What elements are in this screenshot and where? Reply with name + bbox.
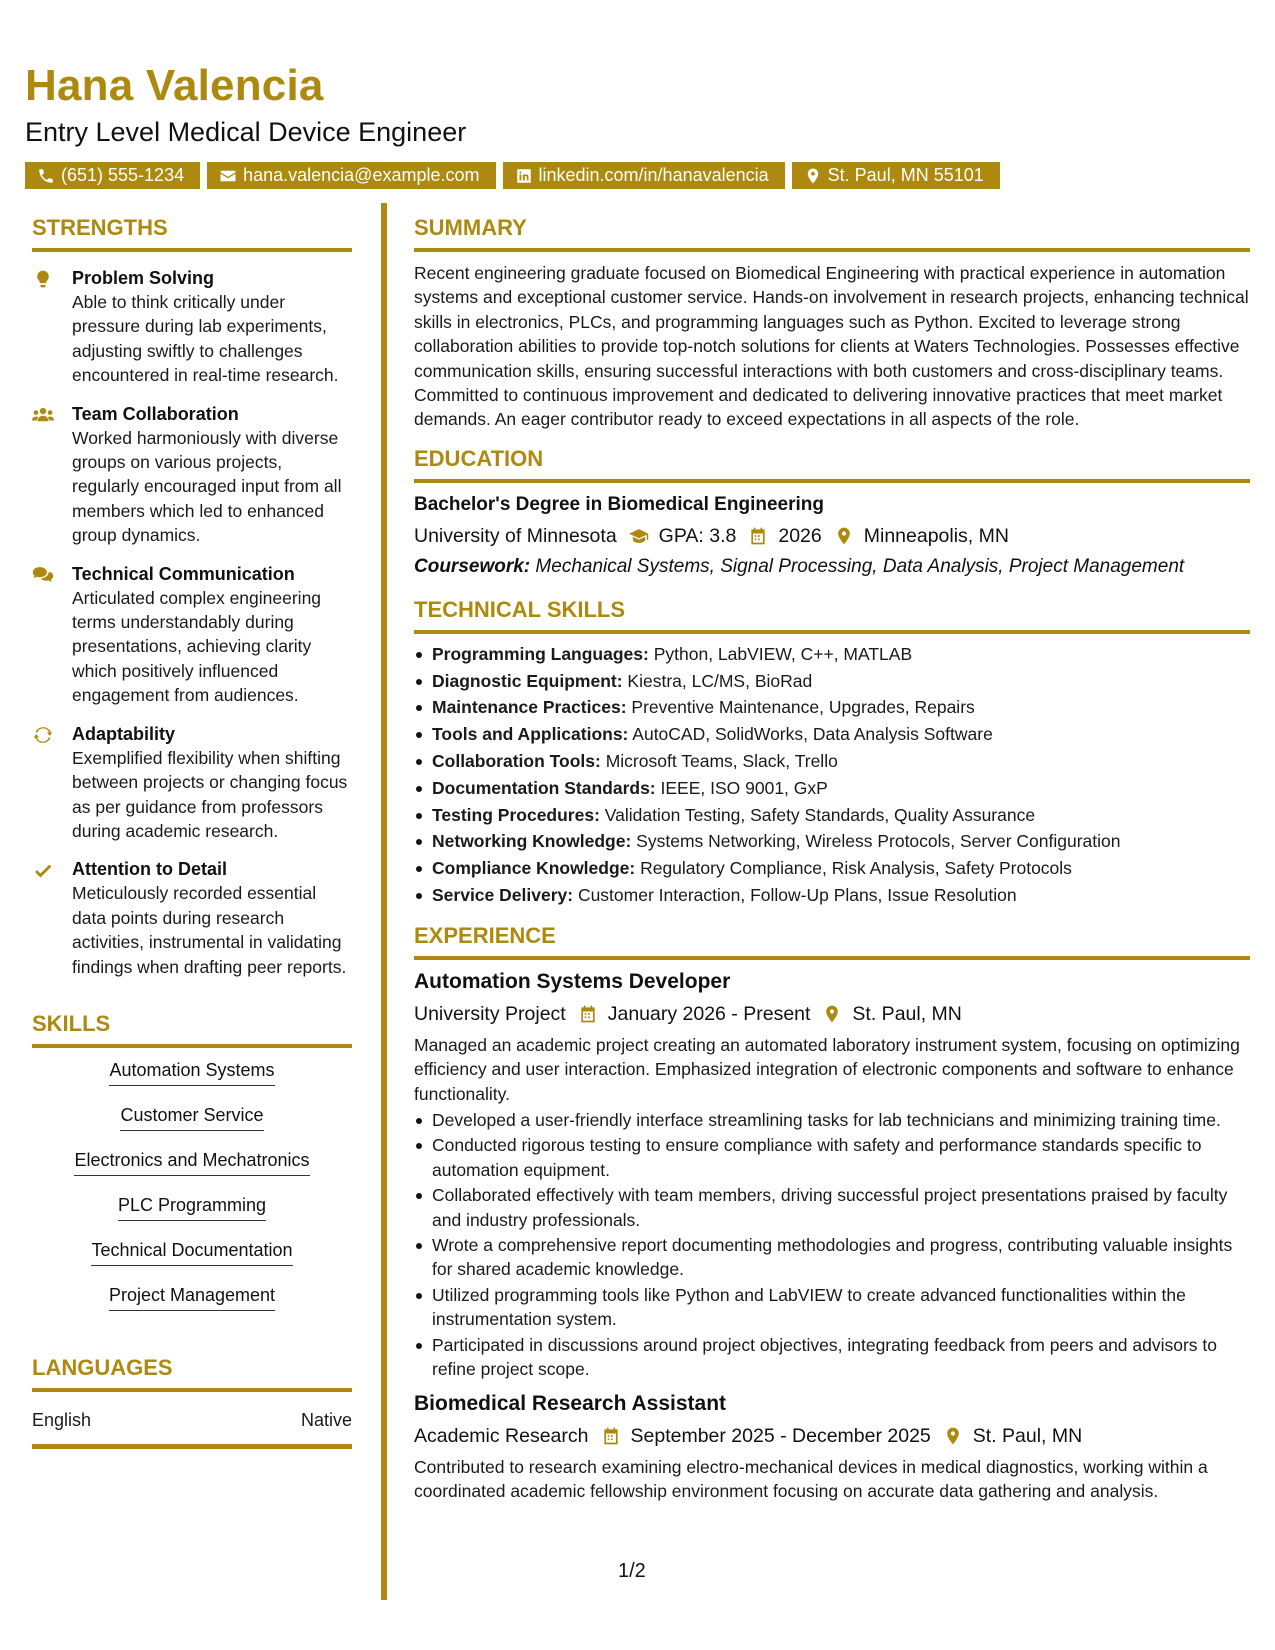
skill-category: Tools and Applications: xyxy=(432,724,629,745)
strength-description: Worked harmoniously with diverse groups on various projects, regularly encouraged input from all members which led to enhanced group dynamics. xyxy=(72,427,342,546)
skills-section xyxy=(32,1009,352,1311)
list-item: Participated in discussions around project objectives, integrating feedback from peers and advisors to refine project scope. xyxy=(414,1333,1250,1382)
list-item xyxy=(414,828,1250,855)
skill-category: Service Delivery: xyxy=(432,885,574,906)
summary-section xyxy=(414,213,1250,432)
strength-title: Problem Solving xyxy=(72,268,215,288)
language-name: English xyxy=(32,1409,92,1430)
list-item xyxy=(414,641,1250,668)
right-column xyxy=(414,213,1250,1503)
email-chip[interactable] xyxy=(207,162,495,189)
strength-description: Able to think critically under pressure during lab experiments, adjusting swiftly to challenges encountered in real-time research. xyxy=(72,292,339,386)
education-meta xyxy=(414,521,1250,551)
list-item xyxy=(414,668,1250,695)
education-section xyxy=(414,444,1250,581)
strength-title: Team Collaboration xyxy=(72,403,239,424)
strength-item xyxy=(32,402,352,548)
skill-tag: Technical Documentation xyxy=(91,1238,292,1266)
linkedin-text: linkedin.com/in/hanavalencia xyxy=(538,165,769,185)
languages-section xyxy=(32,1353,352,1449)
job-dates: January 2026 - Present xyxy=(607,1002,811,1025)
linkedin-icon xyxy=(515,167,533,185)
skill-values: Preventive Maintenance, Upgrades, Repairs xyxy=(626,697,975,718)
strength-title: Attention to Detail xyxy=(72,859,227,880)
job-org: Academic Research xyxy=(414,1424,589,1447)
job-location: St. Paul, MN xyxy=(972,1424,1083,1447)
contact-bar xyxy=(25,162,1255,189)
skill-values: Customer Interaction, Follow-Up Plans, Issue Resolution xyxy=(573,885,1017,906)
list-item: Wrote a comprehensive report documenting methodologies and progress, contributing valuable insights for shared academic knowledge. xyxy=(414,1233,1250,1282)
job-title: Entry Level Medical Device Engineer xyxy=(25,117,467,147)
phone-chip[interactable] xyxy=(25,162,200,189)
skill-tag: Customer Service xyxy=(120,1103,263,1131)
technical-skills-list xyxy=(414,641,1250,909)
check-icon xyxy=(32,860,54,880)
job-org: University Project xyxy=(414,1002,566,1025)
strength-title: Technical Communication xyxy=(72,563,295,584)
phone-text: (651) 555-1234 xyxy=(61,165,185,185)
list-item xyxy=(414,882,1250,909)
phone-icon xyxy=(37,167,55,185)
calendar-icon xyxy=(748,526,768,546)
skill-tag: PLC Programming xyxy=(118,1193,266,1221)
skill-values: Systems Networking, Wireless Protocols, Server Configuration xyxy=(631,831,1121,852)
job-entry xyxy=(414,968,1250,1382)
strengths-heading: STRENGTHS xyxy=(32,213,352,252)
coursework-list: Mechanical Systems, Signal Processing, Data Analysis, Project Management xyxy=(530,555,1185,577)
job-dates: September 2025 - December 2025 xyxy=(630,1424,931,1447)
list-item xyxy=(414,721,1250,748)
strength-item xyxy=(32,562,352,708)
language-level: Native xyxy=(300,1409,352,1430)
users-icon xyxy=(32,405,54,425)
left-column xyxy=(32,213,352,1449)
job-title: Biomedical Research Assistant xyxy=(414,1391,727,1415)
strength-item xyxy=(32,722,352,844)
technical-skills-heading: TECHNICAL SKILLS xyxy=(414,595,1250,634)
skill-values: Python, LabVIEW, C++, MATLAB xyxy=(648,643,913,664)
skill-category: Testing Procedures: xyxy=(432,804,600,825)
location-chip xyxy=(792,162,1000,189)
list-item xyxy=(414,694,1250,721)
calendar-icon xyxy=(578,1004,598,1024)
job-meta xyxy=(414,1421,1250,1451)
map-marker-icon xyxy=(804,167,822,185)
strength-item xyxy=(32,857,352,979)
strength-item xyxy=(32,266,352,388)
list-item xyxy=(414,855,1250,882)
skill-values: Kiestra, LC/MS, BioRad xyxy=(622,670,813,691)
strengths-section xyxy=(32,213,352,979)
skill-tag: Project Management xyxy=(109,1283,275,1311)
skill-category: Documentation Standards: xyxy=(432,777,656,798)
page-number: 1/2 xyxy=(618,1560,646,1582)
coursework-line xyxy=(414,553,1250,581)
job-entry xyxy=(414,1390,1250,1504)
gpa-text: GPA: 3.8 xyxy=(658,524,737,547)
comments-icon xyxy=(32,565,54,585)
skills-list xyxy=(32,1058,352,1311)
candidate-name: Hana Valencia xyxy=(25,61,324,110)
list-item xyxy=(414,802,1250,829)
job-meta xyxy=(414,999,1250,1029)
strength-description: Exemplified flexibility when shifting between projects or changing focus as per guidance from professors during academic research. xyxy=(72,747,348,841)
list-item: Collaborated effectively with team members, driving successful project presentations praised by faculty and industry professionals. xyxy=(414,1183,1250,1232)
list-item: Utilized programming tools like Python and LabVIEW to create advanced functionalities within the instrumentation system. xyxy=(414,1283,1250,1332)
location-text: St. Paul, MN 55101 xyxy=(827,165,984,185)
education-heading: EDUCATION xyxy=(414,444,1250,483)
school-name: University of Minnesota xyxy=(414,524,617,547)
lightbulb-icon xyxy=(32,269,54,289)
skill-tag: Electronics and Mechatronics xyxy=(74,1148,309,1176)
skill-values: IEEE, ISO 9001, GxP xyxy=(655,777,828,798)
map-marker-icon xyxy=(822,1004,842,1024)
column-divider xyxy=(381,203,387,1600)
skill-category: Compliance Knowledge: xyxy=(432,858,636,879)
skill-category: Programming Languages: xyxy=(432,643,649,664)
skill-category: Maintenance Practices: xyxy=(432,697,627,718)
email-text: hana.valencia@example.com xyxy=(243,165,480,185)
summary-text: Recent engineering graduate focused on Biomedical Engineering with practical experience in automation systems and exceptional customer service. Hands-on involvement in research projects, enhancing technical skills in electronics, PLCs, and programming languages such as Python. Excited to leverage strong collaboration abilities to provide top-notch solutions for clients at Waters Technologies. Possesses effective communication skills, ensuring successful interactions with both customers and cross-disciplinary teams. Committed to continuous improvement and dedicated to delivering innovative practices that meet market demands. An eager contributor ready to exceed expectations in all aspects of the role. xyxy=(414,263,1249,430)
experience-heading: EXPERIENCE xyxy=(414,921,1250,960)
job-bullets xyxy=(414,1108,1250,1381)
strength-description: Meticulously recorded essential data points during research activities, instrumental in validating findings when drafting peer reports. xyxy=(72,883,347,977)
calendar-icon xyxy=(601,1426,621,1446)
technical-skills-section xyxy=(414,595,1250,909)
skill-category: Diagnostic Equipment: xyxy=(432,670,623,691)
job-summary: Managed an academic project creating an automated laboratory instrument system, focusing on optimizing efficiency and user interaction. Emphasized integration of electronic components and software to enhance functionality. xyxy=(414,1034,1240,1104)
list-item xyxy=(414,775,1250,802)
job-summary: Contributed to research examining electro-mechanical devices in medical diagnostics, working within a coordinated academic fellowship environment focusing on accurate data gathering and analysis. xyxy=(414,1456,1208,1501)
strength-title: Adaptability xyxy=(72,723,176,744)
resume-header xyxy=(25,58,1255,189)
skill-category: Collaboration Tools: xyxy=(432,751,601,772)
list-item: Conducted rigorous testing to ensure compliance with safety and performance standards specific to automation equipment. xyxy=(414,1133,1250,1182)
graduation-cap-icon xyxy=(629,526,649,546)
languages-heading: LANGUAGES xyxy=(32,1353,352,1392)
skill-category: Networking Knowledge: xyxy=(432,831,632,852)
skill-values: AutoCAD, SolidWorks, Data Analysis Software xyxy=(628,724,993,745)
degree-title: Bachelor's Degree in Biomedical Engineering xyxy=(414,493,824,515)
coursework-label: Coursework: xyxy=(414,555,531,577)
experience-section xyxy=(414,921,1250,1504)
skill-values: Regulatory Compliance, Risk Analysis, Safety Protocols xyxy=(635,858,1072,879)
skills-heading: SKILLS xyxy=(32,1009,352,1048)
strength-description: Articulated complex engineering terms understandably during presentations, achieving clarity which positively influenced engagement from audiences. xyxy=(72,587,322,706)
skill-values: Validation Testing, Safety Standards, Quality Assurance xyxy=(599,804,1036,825)
envelope-icon xyxy=(219,167,237,185)
map-marker-icon xyxy=(943,1426,963,1446)
map-marker-icon xyxy=(834,526,854,546)
job-location: St. Paul, MN xyxy=(852,1002,962,1025)
school-location: Minneapolis, MN xyxy=(863,524,1009,547)
skill-values: Microsoft Teams, Slack, Trello xyxy=(600,751,838,772)
linkedin-chip[interactable] xyxy=(503,162,785,189)
language-row xyxy=(32,1408,352,1449)
skill-tag: Automation Systems xyxy=(109,1058,274,1086)
sync-icon xyxy=(32,725,54,745)
graduation-year: 2026 xyxy=(778,524,822,547)
summary-heading: SUMMARY xyxy=(414,213,1250,252)
job-title: Automation Systems Developer xyxy=(414,969,731,993)
list-item: Developed a user-friendly interface streamlining tasks for lab technicians and minimizing training time. xyxy=(414,1108,1250,1132)
list-item xyxy=(414,748,1250,775)
